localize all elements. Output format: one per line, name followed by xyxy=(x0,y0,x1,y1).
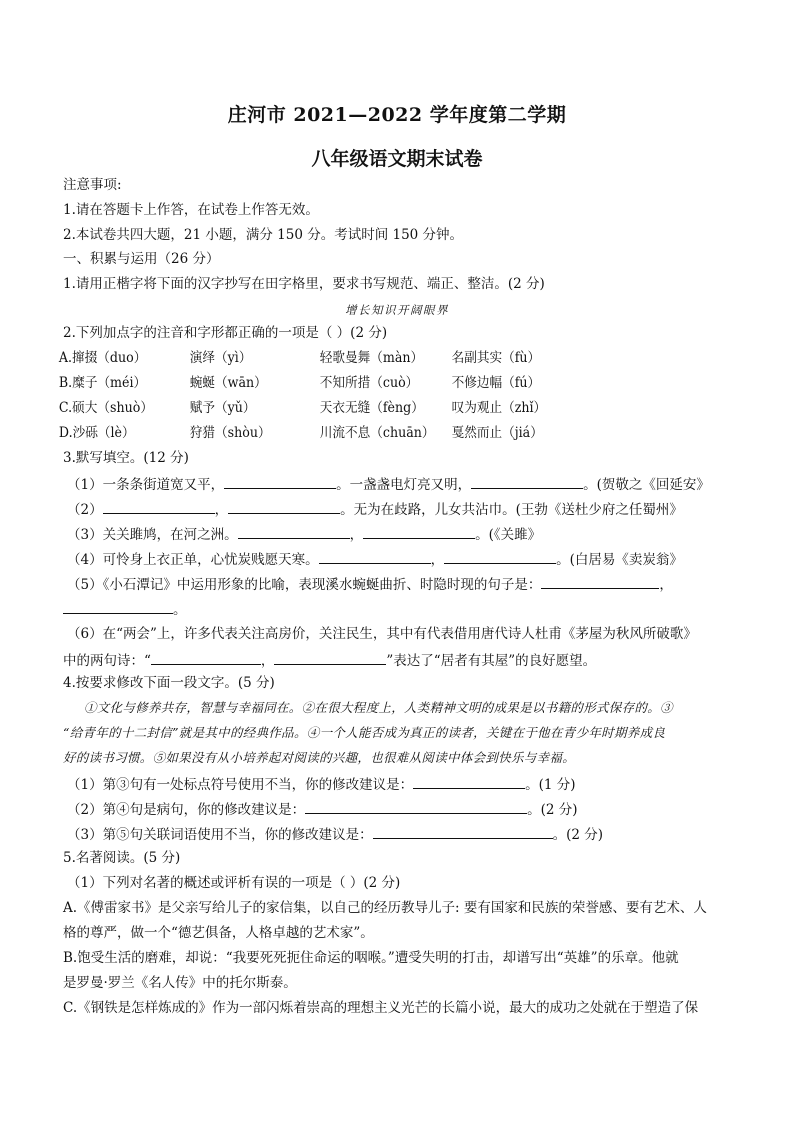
prompt-text: 。一盏盏电灯亮又明， xyxy=(336,477,472,493)
exam-title: 庄河市 2021—2022 学年度第二学期 xyxy=(227,104,567,126)
prompt-text: （5）《小石潭记》中运用形象的比喻，表现溪水蜿蜒曲折、时隐时现的句子是： xyxy=(67,577,542,593)
prompt-text: （1）一条条街道宽又平， xyxy=(67,477,225,493)
option-cell: 赋予（yǔ） xyxy=(189,400,256,416)
prompt-text: （2）第④句是病句，你的修改建议是： xyxy=(67,802,306,818)
answer-blank[interactable] xyxy=(151,650,261,665)
prompt-text: （2） xyxy=(67,502,103,518)
option-cell: A.撺掇（duo） xyxy=(58,350,147,366)
question-1: 1.请用正楷字将下面的汉字抄写在田字格里，要求书写规范、端正、整洁。(2 分) xyxy=(63,276,545,292)
option-cell: 演绎（yì） xyxy=(189,350,252,366)
answer-blank[interactable] xyxy=(274,650,386,665)
question-4-item-3 xyxy=(67,824,603,844)
option-cell: 狩猎（shòu） xyxy=(189,425,271,441)
prompt-text: ， xyxy=(659,577,673,593)
answer-blank[interactable] xyxy=(471,474,583,489)
question-3-item-5-cont xyxy=(63,599,187,619)
prompt-text: 。(2 分) xyxy=(527,802,578,818)
question-3-item-3 xyxy=(67,524,541,544)
option-cell: 叹为观止（zhǐ） xyxy=(451,400,547,416)
question-4: 4.按要求修改下面一段文字。(5 分) xyxy=(63,675,275,691)
question-3-item-5 xyxy=(67,574,673,594)
question-4-passage-line-1: ①文化与修养共存，智慧与幸福同在。②在很大程度上，人类精神文明的成果是以书籍的形式保存的。③ xyxy=(84,700,673,715)
question-5-option-b-line-2: 是罗曼·罗兰《名人传》中的托尔斯泰。 xyxy=(63,975,297,991)
exam-subtitle: 八年级语文期末试卷 xyxy=(311,148,483,170)
question-4-item-2 xyxy=(67,799,578,819)
answer-blank[interactable] xyxy=(224,474,336,489)
answer-blank[interactable] xyxy=(444,549,556,564)
question-5-option-a-line-1: A.《傅雷家书》是父亲写给儿子的家信集，以自己的经历教导儿子: 要有国家和民族的荣誉感、要有艺术、人 xyxy=(63,900,707,916)
answer-blank[interactable] xyxy=(363,524,475,539)
option-cell: 名副其实（fù） xyxy=(451,350,541,366)
answer-blank[interactable] xyxy=(238,524,350,539)
question-5: 5.名著阅读。(5 分) xyxy=(63,850,181,866)
prompt-text: ， xyxy=(214,502,229,518)
prompt-text: （4）可怜身上衣正单，心忧炭贱愿天寒。 xyxy=(67,552,319,568)
question-5-option-c-line-1: C.《钢铁是怎样炼成的》作为一部闪烁着崇高的理想主义光芒的长篇小说，最大的成功之处就在于塑造了保 xyxy=(63,1000,699,1016)
option-cell: 不知所措（cuò） xyxy=(319,375,419,391)
notice-item-1: 1.请在答题卡上作答，在试卷上作答无效。 xyxy=(63,202,319,218)
question-3-item-2 xyxy=(67,499,683,519)
question-3-item-6: （6）在“两会”上，许多代表关注高房价，关注民生，其中有代表借用唐代诗人杜甫《茅屋为秋风所破歌》 xyxy=(67,626,697,642)
question-5-item-1: （1）下列对名著的概述或评析有误的一项是（ ）(2 分) xyxy=(67,875,401,891)
question-4-passage-line-3: 好的读书习惯。⑤如果没有从小培养起对阅读的兴趣，也很难从阅读中体会到快乐与幸福。 xyxy=(63,750,576,765)
prompt-text: 。无为在歧路，儿女共沾巾。(王勃《送杜少府之任蜀州》 xyxy=(340,502,683,518)
option-cell: B.糜子（méi） xyxy=(58,375,147,391)
answer-blank[interactable] xyxy=(305,799,527,814)
answer-blank[interactable] xyxy=(103,499,215,514)
answer-blank[interactable] xyxy=(228,499,340,514)
prompt-text: 。(《关雎》 xyxy=(475,527,542,543)
notice-heading: 注意事项: xyxy=(63,177,122,193)
prompt-text: 。(2 分) xyxy=(552,827,604,843)
answer-blank[interactable] xyxy=(413,774,525,789)
option-cell: 蜿蜒（wān） xyxy=(189,375,267,391)
section-1-heading: 一、积累与运用（26 分） xyxy=(63,251,220,267)
answer-blank[interactable] xyxy=(319,549,431,564)
question-5-option-a-line-2: 格的尊严，做一个“德艺俱备，人格卓越的艺术家”。 xyxy=(63,925,374,941)
prompt-text: 。(1 分) xyxy=(525,777,576,793)
option-cell: 不修边幅（fú） xyxy=(451,375,541,391)
notice-item-2: 2.本试卷共四大题，21 小题，满分 150 分。考试时间 150 分钟。 xyxy=(63,227,464,243)
prompt-text: （1）第③句有一处标点符号使用不当，你的修改建议是： xyxy=(67,777,414,793)
question-5-option-b-line-1: B.饱受生活的磨难，却说：“我要死死扼住命运的咽喉。”遭受失明的打击，却谱写出“英雄”的乐章。他就 xyxy=(63,950,679,966)
option-cell: 戛然而止（jiá） xyxy=(451,425,543,441)
question-4-item-1 xyxy=(67,774,576,794)
answer-blank[interactable] xyxy=(63,599,173,614)
question-4-passage-line-2: “给青年的十二封信”就是其中的经典作品。④一个人能否成为真正的读者，关键在于他在青少年时期养成良 xyxy=(63,725,666,740)
question-1-sample-text: 增长知识开阔眼界 xyxy=(345,303,449,317)
option-cell: 轻歌曼舞（màn） xyxy=(319,350,424,366)
prompt-text: 。 xyxy=(173,602,187,618)
question-3-item-4 xyxy=(67,549,683,569)
prompt-text: ， xyxy=(260,653,275,669)
prompt-text: 。(白居易《卖炭翁》 xyxy=(556,552,683,568)
prompt-text: ， xyxy=(349,527,364,543)
option-cell: 天衣无缝（fèng） xyxy=(319,400,424,416)
question-3: 3.默写填空。(12 分) xyxy=(63,450,189,466)
option-cell: D.沙砾（lè） xyxy=(58,425,135,441)
option-cell: 川流不息（chuān） xyxy=(319,425,435,441)
question-3-item-1 xyxy=(67,474,710,494)
answer-blank[interactable] xyxy=(373,824,553,839)
question-2: 2.下列加点字的注音和字形都正确的一项是（ ）(2 分) xyxy=(63,325,388,341)
answer-blank[interactable] xyxy=(541,574,659,589)
prompt-text: ， xyxy=(430,552,445,568)
question-3-item-6-cont xyxy=(63,650,596,670)
prompt-text: （3）关关雎鸠，在河之洲。 xyxy=(67,527,238,543)
prompt-text: （3）第⑤句关联词语使用不当，你的修改建议是： xyxy=(67,827,373,843)
prompt-text: 。(贺敬之《回延安》 xyxy=(583,477,710,493)
option-cell: C.硕大（shuò） xyxy=(58,400,153,416)
prompt-text: ”表达了“居者有其屋”的良好愿望。 xyxy=(386,653,597,669)
prompt-text: 中的两句诗：“ xyxy=(63,653,151,669)
